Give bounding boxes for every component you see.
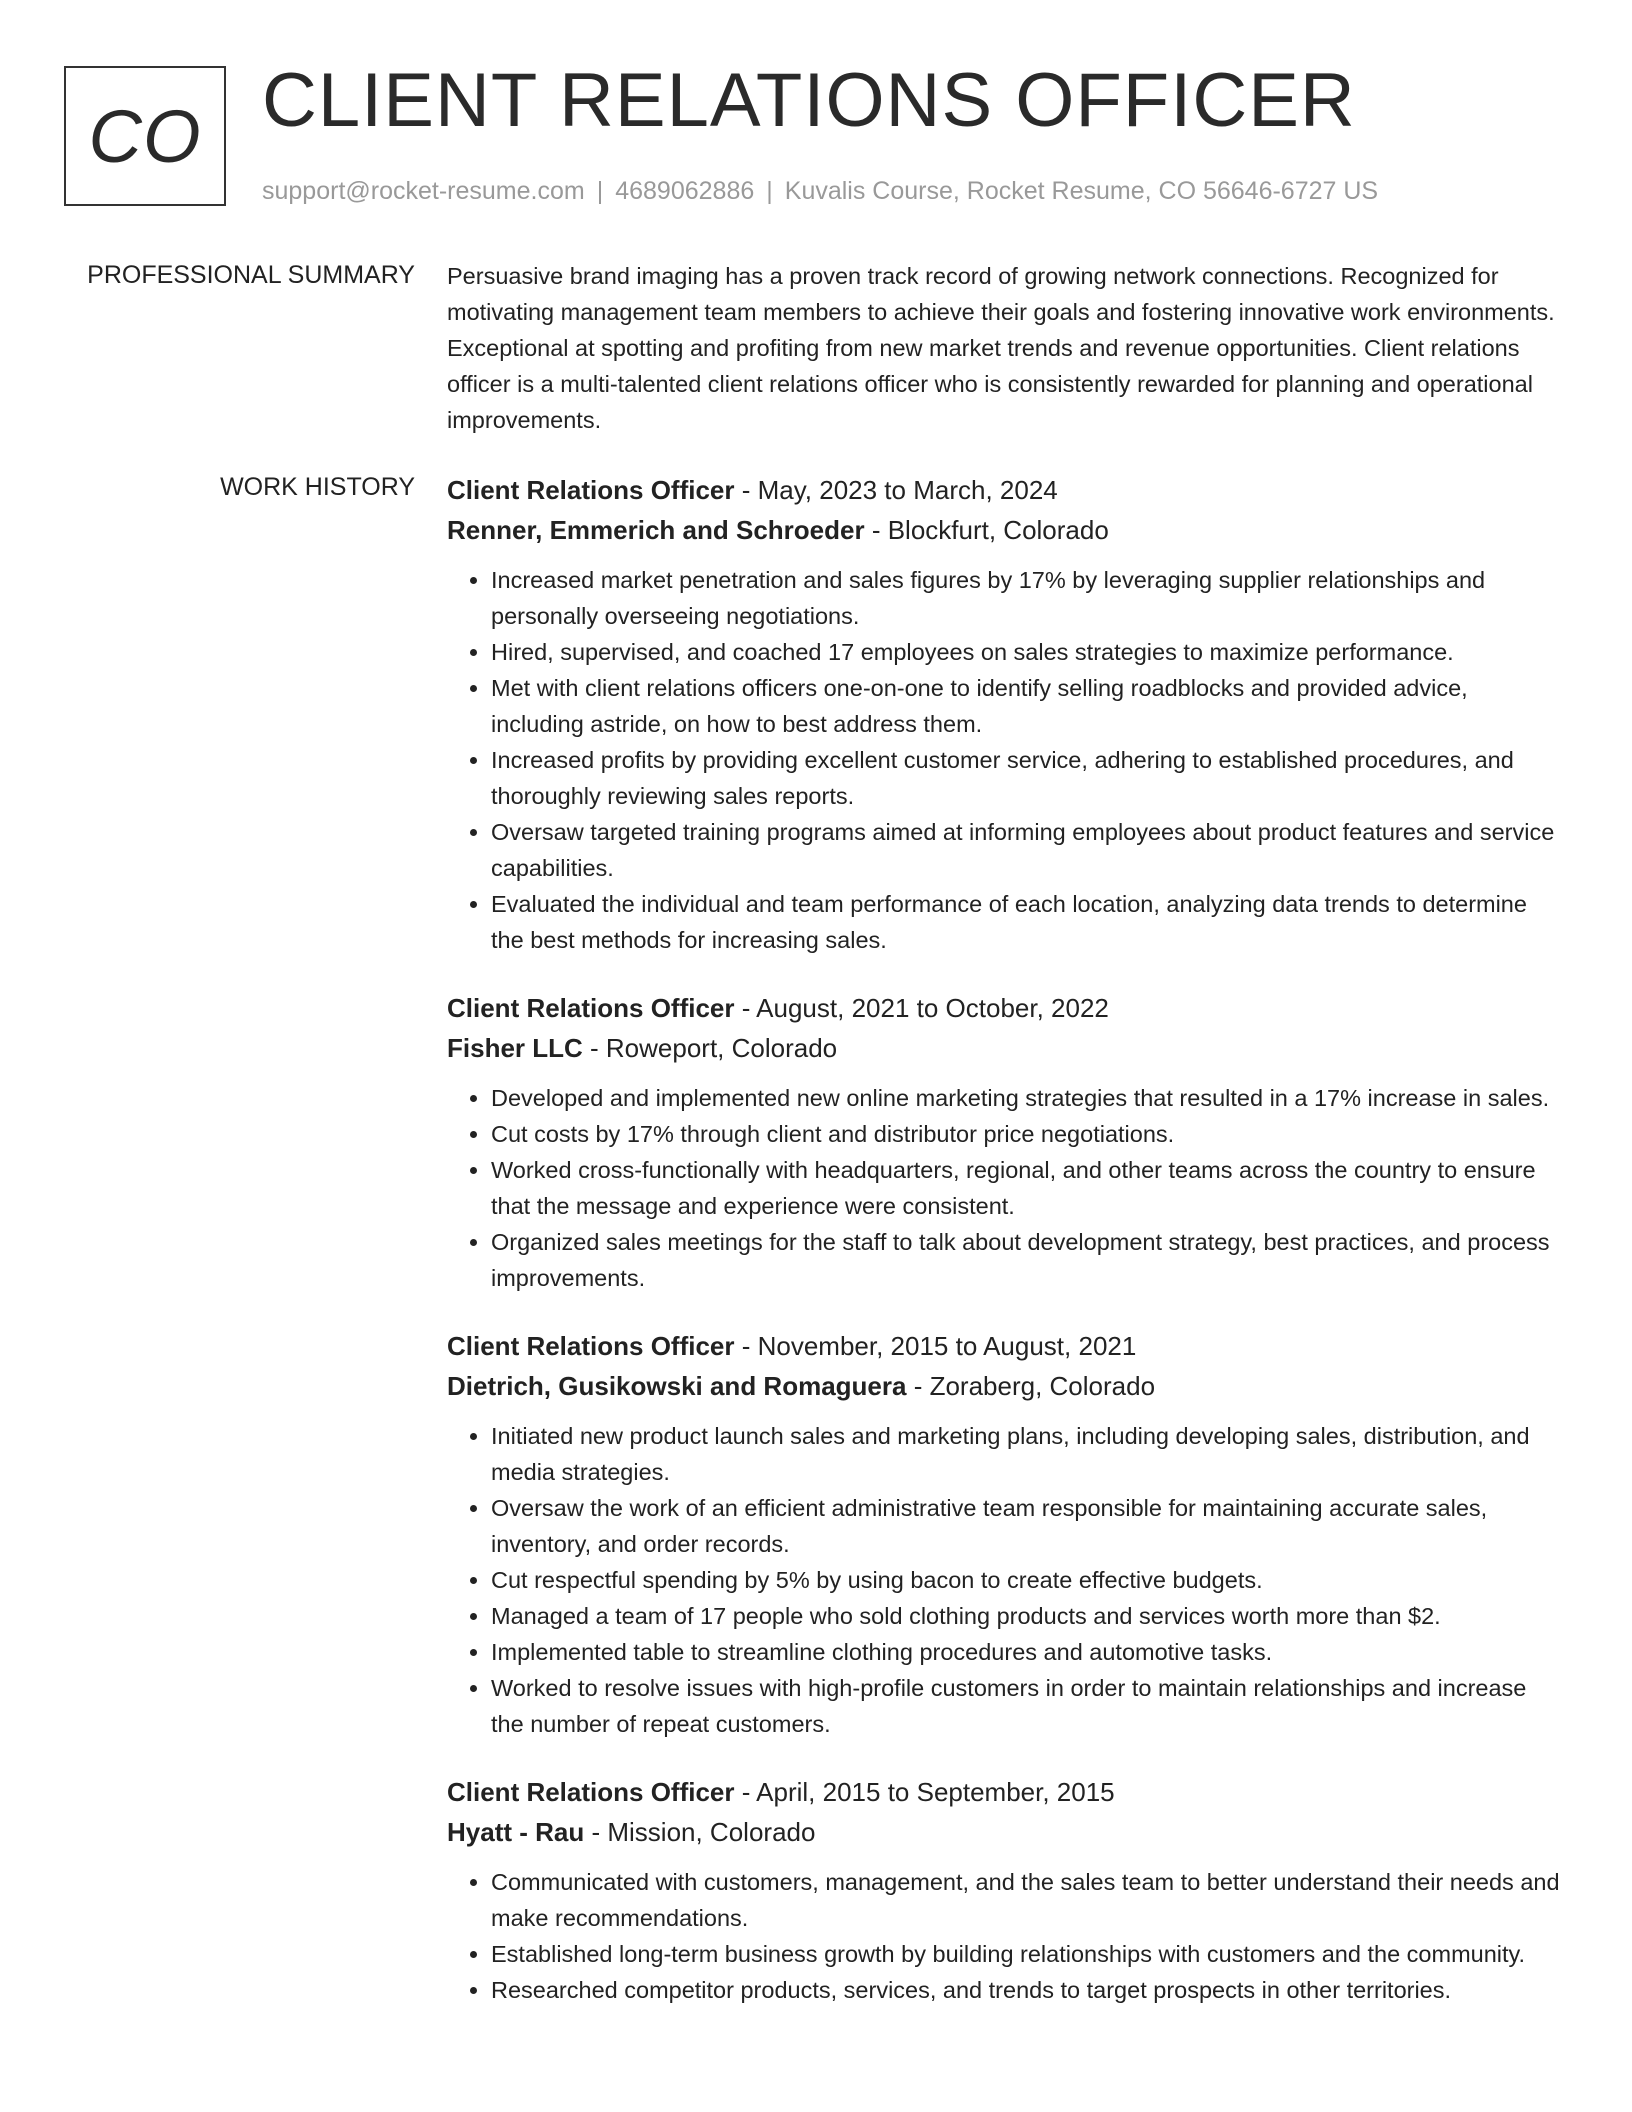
job-dates: - November, 2015 to August, 2021 — [734, 1331, 1137, 1361]
section-heading-summary: PROFESSIONAL SUMMARY — [87, 261, 415, 289]
job-company-line — [447, 510, 1562, 550]
job-company-line — [447, 1366, 1562, 1406]
job-bullet: • Cut costs by 17% through client and distributor price negotiations. — [491, 1116, 1562, 1152]
job-company-line — [447, 1812, 1562, 1852]
work-history-body — [447, 470, 1562, 2038]
job-bullet: • Worked to resolve issues with high-profile customers in order to maintain relationships and increase the number of repeat customers. — [491, 1670, 1562, 1742]
job-company: Renner, Emmerich and Schroeder — [447, 515, 865, 545]
resume-title: CLIENT RELATIONS OFFICER — [262, 58, 1356, 143]
monogram-text: CO — [88, 94, 202, 178]
job-bullet-list — [447, 1864, 1562, 2008]
job-bullet: • Hired, supervised, and coached 17 employees on sales strategies to maximize performance. — [491, 634, 1562, 670]
job-location: - Roweport, Colorado — [582, 1033, 838, 1063]
section-heading-work-history: WORK HISTORY — [220, 473, 415, 501]
job-entry — [447, 1772, 1562, 2008]
job-bullet: • Worked cross-functionally with headquarters, regional, and other teams across the country to ensure that the message and experience were consistent. — [491, 1152, 1562, 1224]
job-title-line — [447, 470, 1562, 510]
job-title-line — [447, 1326, 1562, 1366]
job-bullet: • Increased market penetration and sales figures by 17% by leveraging supplier relationships and personally overseeing negotiations. — [491, 562, 1562, 634]
job-bullet-list — [447, 1418, 1562, 1742]
job-bullet: • Increased profits by providing excellent customer service, adhering to established procedures, and thoroughly reviewing sales reports. — [491, 742, 1562, 814]
contact-email: support@rocket-resume.com — [262, 177, 585, 205]
job-bullet: • Cut respectful spending by 5% by using bacon to create effective budgets. — [491, 1562, 1562, 1598]
job-bullet: • Oversaw targeted training programs aimed at informing employees about product features and service capabilities. — [491, 814, 1562, 886]
job-title: Client Relations Officer — [447, 475, 735, 505]
job-bullet: • Managed a team of 17 people who sold clothing products and services worth more than $2. — [491, 1598, 1562, 1634]
job-location: - Zoraberg, Colorado — [906, 1371, 1156, 1401]
job-title-line — [447, 1772, 1562, 1812]
job-bullet: • Initiated new product launch sales and marketing plans, including developing sales, distribution, and media strategies. — [491, 1418, 1562, 1490]
job-entry — [447, 1326, 1562, 1742]
contact-separator: | — [766, 177, 773, 205]
job-bullet: • Developed and implemented new online marketing strategies that resulted in a 17% increase in sales. — [491, 1080, 1562, 1116]
job-bullet: • Researched competitor products, services, and trends to target prospects in other territories. — [491, 1972, 1562, 2008]
job-bullet: • Organized sales meetings for the staff to talk about development strategy, best practices, and process improvements. — [491, 1224, 1562, 1296]
job-title: Client Relations Officer — [447, 1331, 735, 1361]
job-dates: - August, 2021 to October, 2022 — [734, 993, 1109, 1023]
job-company-line — [447, 1028, 1562, 1068]
job-bullet: • Met with client relations officers one-on-one to identify selling roadblocks and provided advice, including astride, on how to best address them. — [491, 670, 1562, 742]
summary-text: Persuasive brand imaging has a proven track record of growing network connections. Recognized for motivating management team members to achieve their goals and fostering innovative work environments. Exceptional at spotting and profiting from new market trends and revenue opportunities. Client relations officer is a multi-talented client relations officer who is consistently rewarded for planning and operational improvements. — [447, 263, 1555, 433]
job-entry — [447, 470, 1562, 958]
job-bullet: • Communicated with customers, management, and the sales team to better understand their needs and make recommendations. — [491, 1864, 1562, 1936]
contact-separator: | — [596, 177, 604, 205]
job-bullet-list — [447, 1080, 1562, 1296]
job-bullet: • Implemented table to streamline clothing procedures and automotive tasks. — [491, 1634, 1562, 1670]
job-bullet-list — [447, 562, 1562, 958]
summary-body — [447, 258, 1562, 438]
job-location: - Mission, Colorado — [584, 1817, 816, 1847]
job-bullet: • Evaluated the individual and team performance of each location, analyzing data trends to determine the best methods for increasing sales. — [491, 886, 1562, 958]
contact-line — [262, 174, 1378, 208]
contact-address: Kuvalis Course, Rocket Resume, CO 56646-6727 US — [784, 177, 1379, 205]
monogram-badge — [64, 66, 226, 206]
contact-phone: 4689062886 — [615, 177, 755, 205]
job-dates: - April, 2015 to September, 2015 — [734, 1777, 1115, 1807]
job-title: Client Relations Officer — [447, 1777, 735, 1807]
job-company: Hyatt - Rau — [447, 1817, 585, 1847]
job-title-line — [447, 988, 1562, 1028]
job-bullet: • Established long-term business growth by building relationships with customers and the community. — [491, 1936, 1562, 1972]
job-company: Dietrich, Gusikowski and Romaguera — [447, 1371, 907, 1401]
job-title: Client Relations Officer — [447, 993, 735, 1023]
job-dates: - May, 2023 to March, 2024 — [734, 475, 1058, 505]
job-location: - Blockfurt, Colorado — [864, 515, 1109, 545]
job-bullet: • Oversaw the work of an efficient administrative team responsible for maintaining accurate sales, inventory, and order records. — [491, 1490, 1562, 1562]
job-entry — [447, 988, 1562, 1296]
job-company: Fisher LLC — [447, 1033, 583, 1063]
